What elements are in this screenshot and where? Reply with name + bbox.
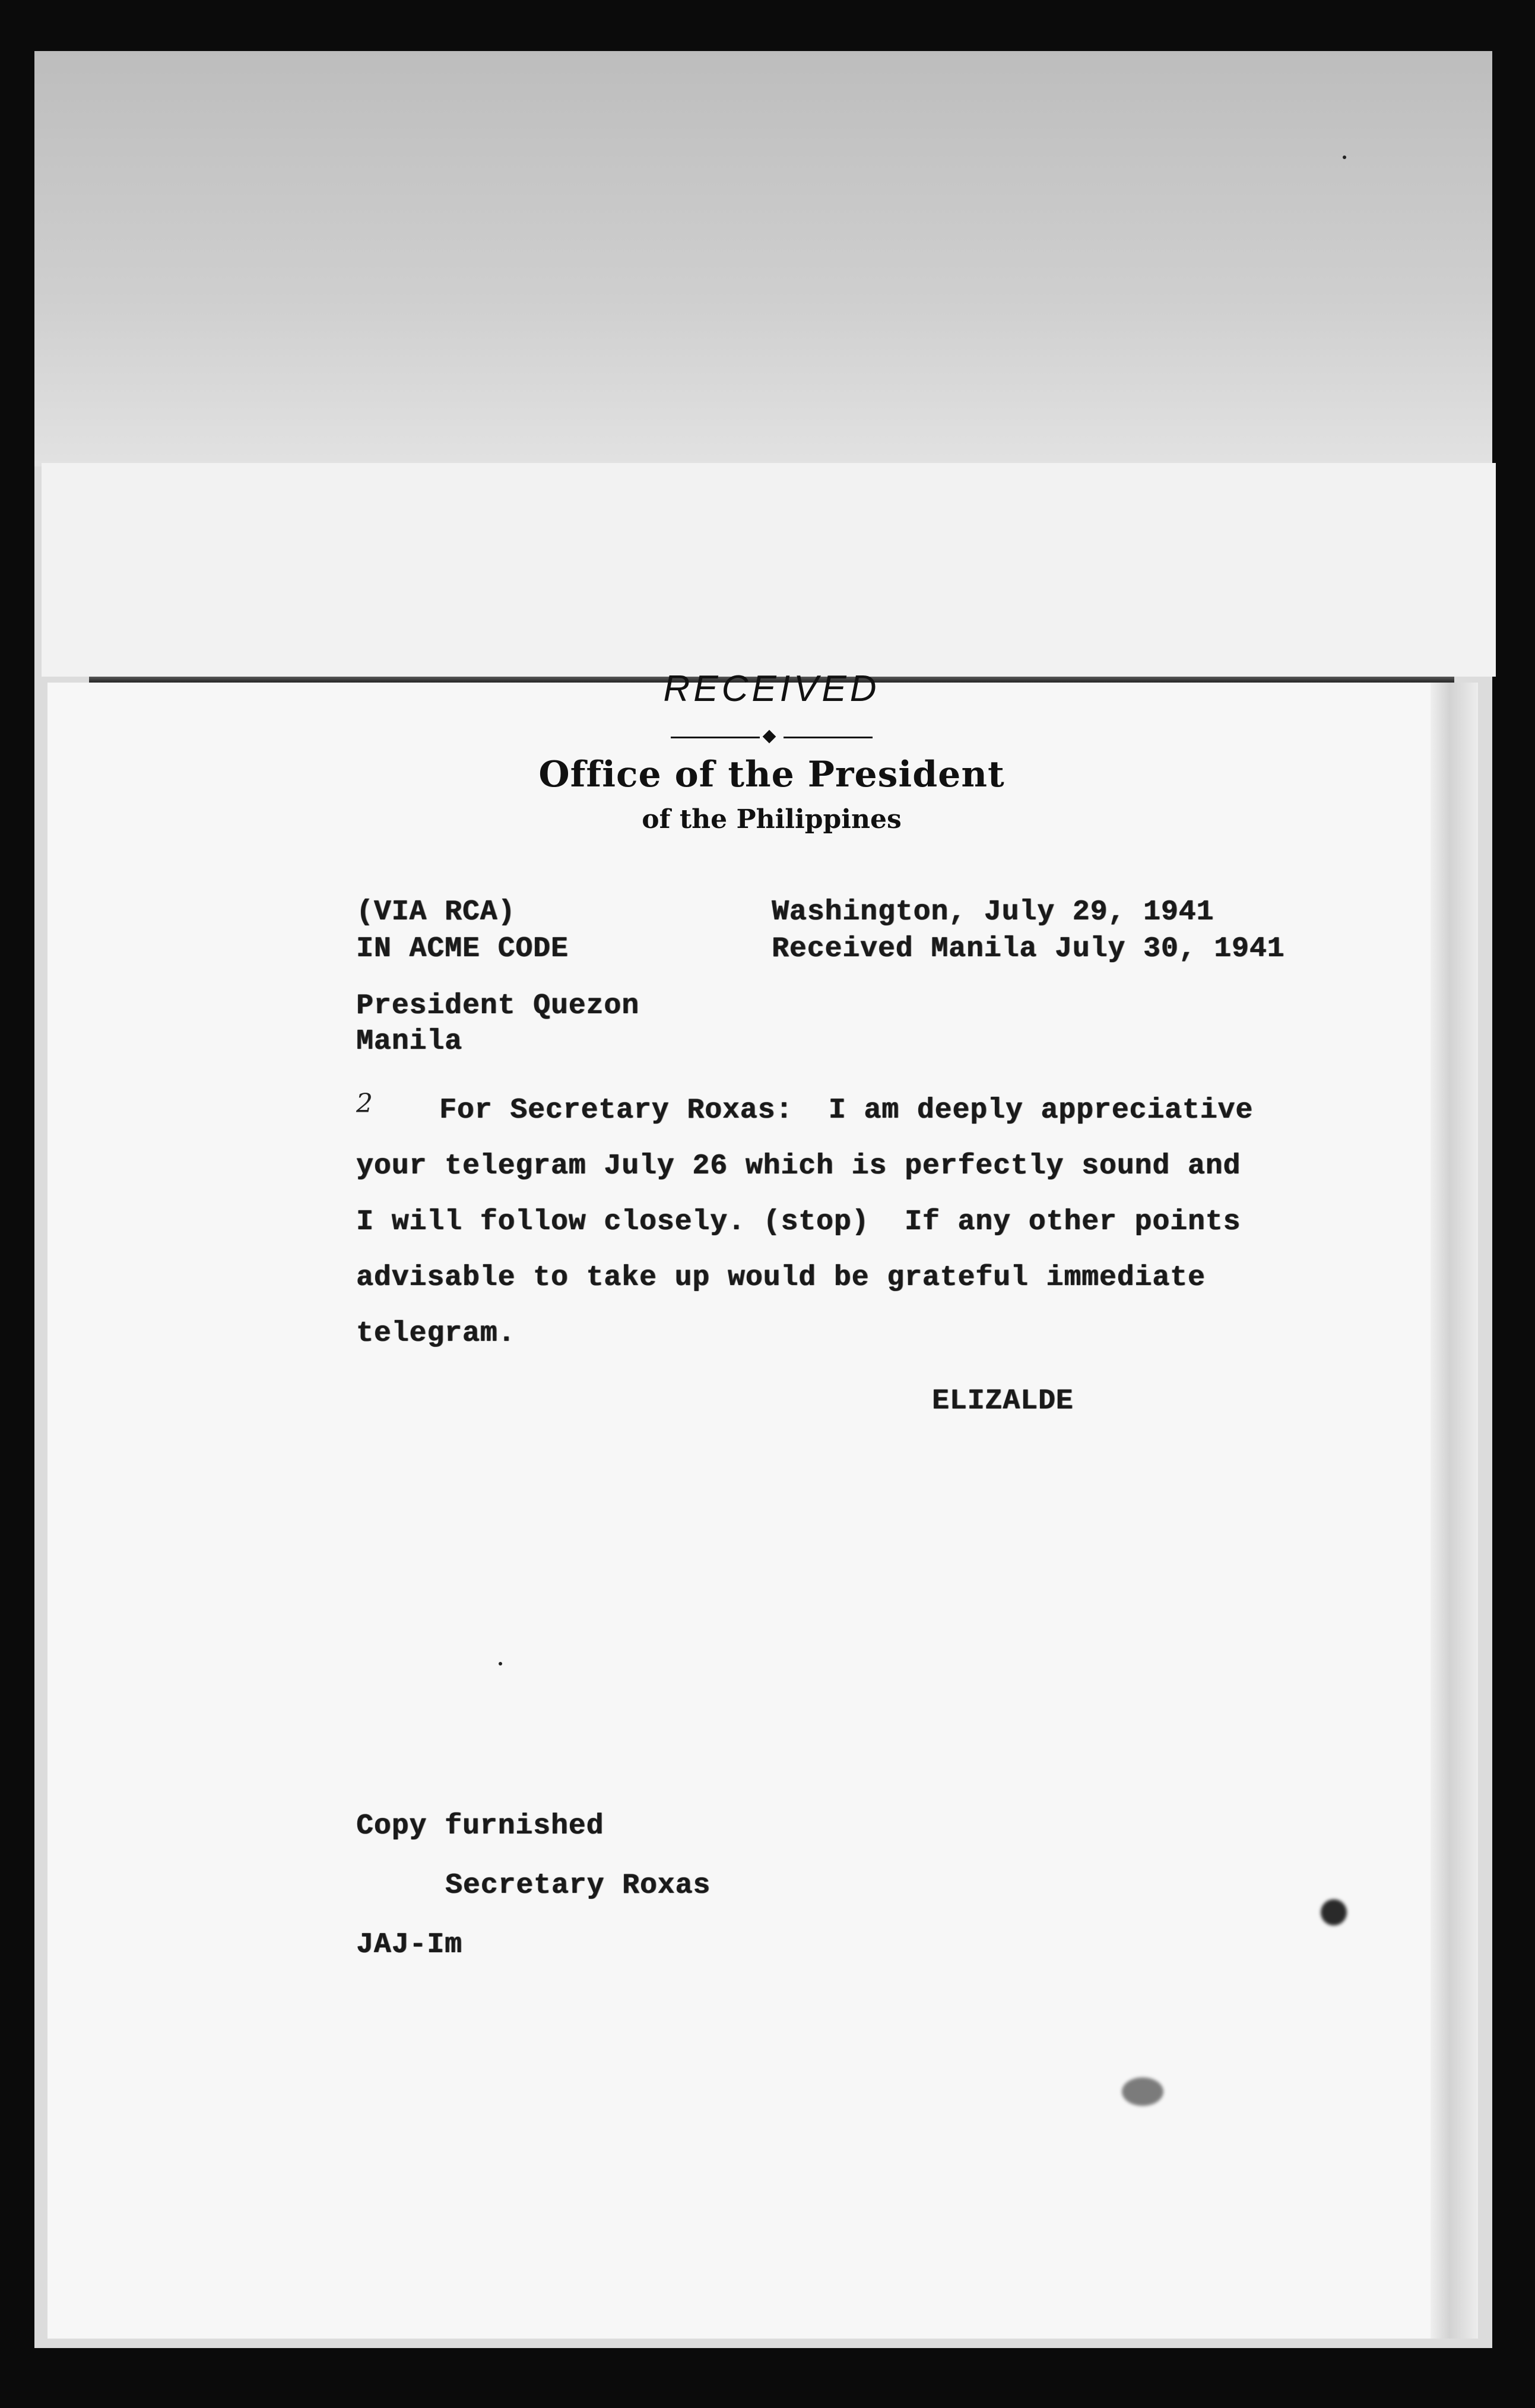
paper-speck	[499, 1662, 502, 1665]
telegram-sheet	[47, 683, 1472, 2339]
paper-speck	[1343, 156, 1346, 159]
folded-page-band	[42, 463, 1496, 677]
received-stamp-label: RECEIVED	[663, 668, 880, 709]
origin-dateline: Washington, July 29, 1941	[772, 896, 1214, 928]
addressee-name: President Quezon	[356, 990, 639, 1022]
received-dateline: Received Manila July 30, 1941	[772, 933, 1285, 965]
office-subtitle: of the Philippines	[642, 804, 902, 835]
previous-page-strip	[34, 51, 1492, 467]
message-line-1: For Secretary Roxas: I am deeply appreciative	[439, 1094, 1254, 1127]
ink-smudge	[1122, 2077, 1163, 2106]
message-line-3: I will follow closely. (stop) If any other points	[356, 1206, 1241, 1238]
message-line-4: advisable to take up would be grateful immediate	[356, 1262, 1206, 1294]
copy-recipient: Secretary Roxas	[445, 1870, 711, 1902]
signature: ELIZALDE	[932, 1385, 1074, 1417]
code-line: IN ACME CODE	[356, 933, 569, 965]
copy-furnished-label: Copy furnished	[356, 1810, 604, 1842]
addressee-city: Manila	[356, 1026, 462, 1058]
message-number: 2	[356, 1089, 373, 1119]
sheet-edge	[1431, 683, 1478, 2339]
typist-initials: JAJ-Im	[356, 1929, 462, 1961]
via-line: (VIA RCA)	[356, 896, 516, 928]
office-title: Office of the President	[538, 754, 1005, 795]
ink-blot	[1321, 1899, 1347, 1925]
stamp-ornament-divider	[671, 731, 873, 743]
message-line-5: telegram.	[356, 1318, 516, 1350]
message-line-2: your telegram July 26 which is perfectly sound and	[356, 1150, 1241, 1182]
